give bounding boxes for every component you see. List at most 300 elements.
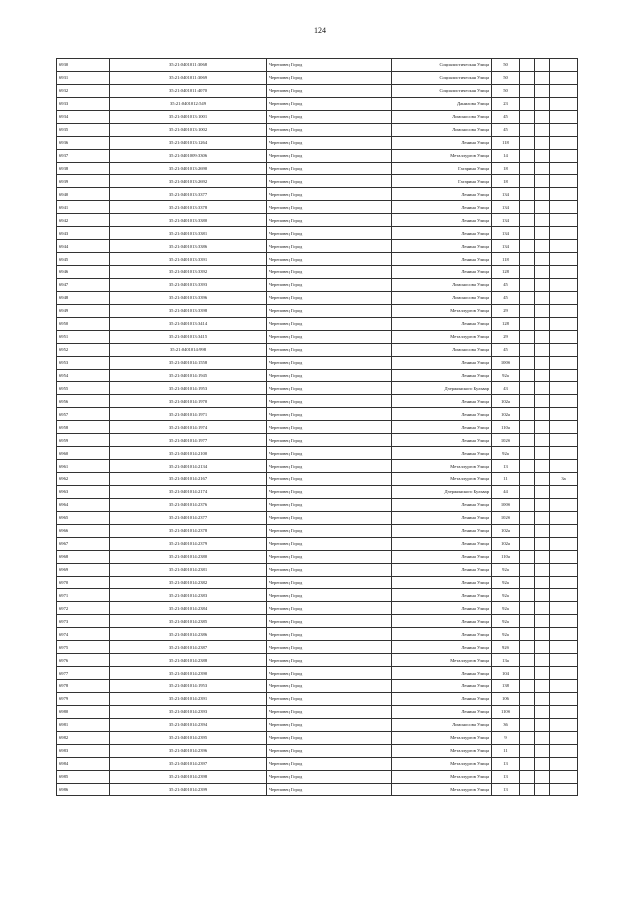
empty-cell	[535, 537, 550, 550]
empty-cell	[520, 149, 535, 162]
empty-cell	[520, 59, 535, 72]
table-row	[57, 175, 578, 188]
row-number-cell: 6982	[57, 731, 110, 744]
empty-cell	[535, 278, 550, 291]
flat-number-cell	[550, 304, 578, 317]
empty-cell	[535, 744, 550, 757]
cadastral-number-cell: 35:21:0401013:3377	[110, 188, 267, 201]
empty-cell	[520, 718, 535, 731]
street-cell: Ленина Улица	[392, 615, 492, 628]
house-number-cell: 138	[492, 680, 520, 693]
city-cell: Череповец Город	[267, 692, 392, 705]
empty-cell	[520, 654, 535, 667]
empty-cell	[520, 201, 535, 214]
empty-cell	[535, 201, 550, 214]
house-number-cell: 11	[492, 473, 520, 486]
empty-cell	[535, 589, 550, 602]
table-row	[57, 563, 578, 576]
table-row	[57, 253, 578, 266]
house-number-cell: 18	[492, 162, 520, 175]
street-cell: Ленина Улица	[392, 136, 492, 149]
empty-cell	[520, 524, 535, 537]
street-cell: Ленина Улица	[392, 447, 492, 460]
house-number-cell: 118	[492, 253, 520, 266]
cadastral-number-cell: 35:21:0401013:3393	[110, 278, 267, 291]
city-cell: Череповец Город	[267, 356, 392, 369]
row-number-cell: 6938	[57, 162, 110, 175]
flat-number-cell	[550, 770, 578, 783]
flat-number-cell	[550, 524, 578, 537]
table-row	[57, 770, 578, 783]
house-number-cell: 134	[492, 214, 520, 227]
flat-number-cell	[550, 434, 578, 447]
house-number-cell: 102а	[492, 408, 520, 421]
cadastral-number-cell: 35:21:0401013:3381	[110, 227, 267, 240]
house-number-cell: 13	[492, 783, 520, 796]
row-number-cell: 6966	[57, 524, 110, 537]
empty-cell	[520, 744, 535, 757]
street-cell: Ленина Улица	[392, 576, 492, 589]
empty-cell	[520, 304, 535, 317]
city-cell: Череповец Город	[267, 589, 392, 602]
house-number-cell: 43	[492, 382, 520, 395]
table-row	[57, 576, 578, 589]
flat-number-cell	[550, 563, 578, 576]
flat-number-cell	[550, 757, 578, 770]
street-cell: Ленина Улица	[392, 641, 492, 654]
empty-cell	[520, 408, 535, 421]
street-cell: Ленина Улица	[392, 253, 492, 266]
table-row	[57, 59, 578, 72]
cadastral-number-cell: 35:21:0401013:3396	[110, 291, 267, 304]
cadastral-number-cell: 35:21:0401013:3414	[110, 317, 267, 330]
row-number-cell: 6943	[57, 227, 110, 240]
house-number-cell: 102а	[492, 537, 520, 550]
empty-cell	[520, 175, 535, 188]
city-cell: Череповец Город	[267, 59, 392, 72]
empty-cell	[535, 253, 550, 266]
city-cell: Череповец Город	[267, 576, 392, 589]
street-cell: Ленина Улица	[392, 537, 492, 550]
cadastral-number-cell: 35:21:0401014:2398	[110, 770, 267, 783]
street-cell: Ленина Улица	[392, 214, 492, 227]
street-cell: Ленина Улица	[392, 550, 492, 563]
cadastral-number-cell: 35:21:0401014:2388	[110, 654, 267, 667]
flat-number-cell	[550, 84, 578, 97]
city-cell: Череповец Город	[267, 680, 392, 693]
table-row	[57, 744, 578, 757]
city-cell: Череповец Город	[267, 524, 392, 537]
cadastral-number-cell: 35:21:0401014:2385	[110, 615, 267, 628]
street-cell: Металлургов Улица	[392, 770, 492, 783]
row-number-cell: 6970	[57, 576, 110, 589]
city-cell: Череповец Город	[267, 136, 392, 149]
row-number-cell: 6953	[57, 356, 110, 369]
row-number-cell: 6975	[57, 641, 110, 654]
cadastral-number-cell: 35:21:0401014:2174	[110, 485, 267, 498]
empty-cell	[535, 628, 550, 641]
flat-number-cell	[550, 731, 578, 744]
street-cell: Дзержинского Бульвар	[392, 382, 492, 395]
flat-number-cell	[550, 447, 578, 460]
table-row	[57, 731, 578, 744]
house-number-cell: 9	[492, 731, 520, 744]
house-number-cell: 92а	[492, 563, 520, 576]
empty-cell	[520, 757, 535, 770]
city-cell: Череповец Город	[267, 266, 392, 279]
table-row	[57, 641, 578, 654]
street-cell: Металлургов Улица	[392, 330, 492, 343]
cadastral-number-cell: 35:21:0401014:2390	[110, 667, 267, 680]
house-number-cell: 134	[492, 240, 520, 253]
city-cell: Череповец Город	[267, 641, 392, 654]
city-cell: Череповец Город	[267, 447, 392, 460]
city-cell: Череповец Город	[267, 485, 392, 498]
empty-cell	[535, 123, 550, 136]
row-number-cell: 6969	[57, 563, 110, 576]
row-number-cell: 6967	[57, 537, 110, 550]
table-row	[57, 524, 578, 537]
flat-number-cell	[550, 136, 578, 149]
street-cell: Ленина Улица	[392, 201, 492, 214]
empty-cell	[520, 770, 535, 783]
empty-cell	[535, 718, 550, 731]
empty-cell	[520, 447, 535, 460]
flat-number-cell	[550, 382, 578, 395]
flat-number-cell	[550, 718, 578, 731]
house-number-cell: 11	[492, 744, 520, 757]
flat-number-cell	[550, 278, 578, 291]
street-cell: Ленина Улица	[392, 589, 492, 602]
house-number-cell: 128	[492, 266, 520, 279]
empty-cell	[535, 188, 550, 201]
empty-cell	[520, 162, 535, 175]
cadastral-number-cell: 35:21:0401014:2381	[110, 563, 267, 576]
empty-cell	[535, 84, 550, 97]
table-row	[57, 498, 578, 511]
street-cell: Ломоносова Улица	[392, 343, 492, 356]
cadastral-number-cell: 35:21:0401014:2393	[110, 705, 267, 718]
flat-number-cell	[550, 317, 578, 330]
row-number-cell: 6968	[57, 550, 110, 563]
house-number-cell: 92а	[492, 602, 520, 615]
city-cell: Череповец Город	[267, 628, 392, 641]
street-cell: Ленина Улица	[392, 667, 492, 680]
row-number-cell: 6952	[57, 343, 110, 356]
flat-number-cell	[550, 615, 578, 628]
row-number-cell: 6945	[57, 253, 110, 266]
city-cell: Череповец Город	[267, 382, 392, 395]
flat-number-cell	[550, 783, 578, 796]
empty-cell	[535, 330, 550, 343]
city-cell: Череповец Город	[267, 240, 392, 253]
house-number-cell: 14	[492, 149, 520, 162]
flat-number-cell	[550, 511, 578, 524]
empty-cell	[535, 511, 550, 524]
cadastral-number-cell: 35:21:0401014:2382	[110, 576, 267, 589]
flat-number-cell	[550, 576, 578, 589]
cadastral-number-cell: 35:21:0401014:2397	[110, 757, 267, 770]
cadastral-number-cell: 35:21:0401013:1001	[110, 110, 267, 123]
row-number-cell: 6957	[57, 408, 110, 421]
empty-cell	[520, 97, 535, 110]
cadastral-number-cell: 35:21:0401014:2386	[110, 628, 267, 641]
street-cell: Металлургов Улица	[392, 731, 492, 744]
cadastral-number-cell: 35:21:0401011:4070	[110, 84, 267, 97]
empty-cell	[520, 317, 535, 330]
street-cell: Металлургов Улица	[392, 783, 492, 796]
flat-number-cell	[550, 110, 578, 123]
empty-cell	[520, 641, 535, 654]
empty-cell	[520, 473, 535, 486]
flat-number-cell	[550, 123, 578, 136]
row-number-cell: 6950	[57, 317, 110, 330]
empty-cell	[520, 615, 535, 628]
empty-cell	[535, 783, 550, 796]
table-row	[57, 447, 578, 460]
city-cell: Череповец Город	[267, 460, 392, 473]
empty-cell	[520, 382, 535, 395]
row-number-cell: 6956	[57, 395, 110, 408]
cadastral-number-cell: 35:21:0401014:1953	[110, 680, 267, 693]
street-cell: Ломоносова Улица	[392, 110, 492, 123]
flat-number-cell	[550, 356, 578, 369]
empty-cell	[520, 253, 535, 266]
city-cell: Череповец Город	[267, 343, 392, 356]
cadastral-number-cell: 35:21:0401014:2379	[110, 537, 267, 550]
cadastral-number-cell: 35:21:0401013:3392	[110, 266, 267, 279]
empty-cell	[535, 304, 550, 317]
row-number-cell: 6930	[57, 59, 110, 72]
empty-cell	[535, 602, 550, 615]
empty-cell	[520, 123, 535, 136]
house-number-cell: 118	[492, 136, 520, 149]
row-number-cell: 6946	[57, 266, 110, 279]
row-number-cell: 6937	[57, 149, 110, 162]
table-row	[57, 369, 578, 382]
table-row	[57, 84, 578, 97]
street-cell: Металлургов Улица	[392, 654, 492, 667]
house-number-cell: 45	[492, 123, 520, 136]
row-number-cell: 6973	[57, 615, 110, 628]
empty-cell	[520, 343, 535, 356]
flat-number-cell	[550, 330, 578, 343]
table-row	[57, 511, 578, 524]
street-cell: Ленина Улица	[392, 408, 492, 421]
table-row	[57, 278, 578, 291]
flat-number-cell	[550, 485, 578, 498]
street-cell: Ленина Улица	[392, 511, 492, 524]
empty-cell	[535, 369, 550, 382]
house-number-cell: 92а	[492, 615, 520, 628]
city-cell: Череповец Город	[267, 718, 392, 731]
empty-cell	[520, 214, 535, 227]
street-cell: Гагарина Улица	[392, 175, 492, 188]
row-number-cell: 6951	[57, 330, 110, 343]
empty-cell	[520, 395, 535, 408]
cadastral-number-cell: 35:21:0401014:2391	[110, 692, 267, 705]
cadastral-number-cell: 35:21:0401014:2380	[110, 550, 267, 563]
city-cell: Череповец Город	[267, 705, 392, 718]
row-number-cell: 6954	[57, 369, 110, 382]
street-cell: Ленина Улица	[392, 524, 492, 537]
page-number: 124	[314, 26, 326, 35]
cadastral-number-cell: 35:21:0401013:2692	[110, 175, 267, 188]
city-cell: Череповец Город	[267, 770, 392, 783]
empty-cell	[535, 485, 550, 498]
empty-cell	[520, 628, 535, 641]
empty-cell	[535, 524, 550, 537]
street-cell: Ленина Улица	[392, 240, 492, 253]
city-cell: Череповец Город	[267, 149, 392, 162]
row-number-cell: 6940	[57, 188, 110, 201]
flat-number-cell	[550, 602, 578, 615]
house-number-cell: 92а	[492, 447, 520, 460]
row-number-cell: 6964	[57, 498, 110, 511]
table-row	[57, 188, 578, 201]
cadastral-number-cell: 35:21:0401014:2100	[110, 447, 267, 460]
empty-cell	[535, 291, 550, 304]
empty-cell	[535, 576, 550, 589]
city-cell: Череповец Город	[267, 330, 392, 343]
house-number-cell: 45	[492, 291, 520, 304]
street-cell: Социалистическая Улица	[392, 71, 492, 84]
cadastral-number-cell: 35:21:0401014:2399	[110, 783, 267, 796]
empty-cell	[535, 162, 550, 175]
table-row	[57, 667, 578, 680]
empty-cell	[520, 705, 535, 718]
table-row	[57, 317, 578, 330]
city-cell: Череповец Город	[267, 550, 392, 563]
table-row	[57, 460, 578, 473]
empty-cell	[535, 343, 550, 356]
street-cell: Социалистическая Улица	[392, 84, 492, 97]
cadastral-number-cell: 35:21:0401011:3068	[110, 59, 267, 72]
row-number-cell: 6978	[57, 680, 110, 693]
house-number-cell: 110б	[492, 705, 520, 718]
city-cell: Череповец Город	[267, 757, 392, 770]
empty-cell	[520, 485, 535, 498]
house-number-cell: 36	[492, 718, 520, 731]
house-number-cell: 92а	[492, 589, 520, 602]
empty-cell	[520, 266, 535, 279]
house-number-cell: 92а	[492, 628, 520, 641]
empty-cell	[520, 291, 535, 304]
house-number-cell: 92а	[492, 576, 520, 589]
house-number-cell: 102а	[492, 395, 520, 408]
flat-number-cell	[550, 201, 578, 214]
empty-cell	[520, 278, 535, 291]
empty-cell	[520, 84, 535, 97]
row-number-cell: 6974	[57, 628, 110, 641]
table-row	[57, 654, 578, 667]
city-cell: Череповец Город	[267, 434, 392, 447]
city-cell: Череповец Город	[267, 615, 392, 628]
house-number-cell: 92б	[492, 641, 520, 654]
street-cell: Металлургов Улица	[392, 460, 492, 473]
cadastral-number-cell: 35:21:0401013:3398	[110, 304, 267, 317]
empty-cell	[535, 317, 550, 330]
table-row	[57, 718, 578, 731]
street-cell: Металлургов Улица	[392, 149, 492, 162]
empty-cell	[535, 97, 550, 110]
table-row	[57, 162, 578, 175]
cadastral-number-cell: 35:21:0401014:1970	[110, 395, 267, 408]
row-number-cell: 6941	[57, 201, 110, 214]
street-cell: Ленина Улица	[392, 498, 492, 511]
city-cell: Череповец Город	[267, 744, 392, 757]
table-row	[57, 602, 578, 615]
empty-cell	[535, 240, 550, 253]
row-number-cell: 6959	[57, 434, 110, 447]
empty-cell	[535, 214, 550, 227]
flat-number-cell	[550, 705, 578, 718]
table-row	[57, 485, 578, 498]
flat-number-cell	[550, 395, 578, 408]
house-number-cell: 13а	[492, 654, 520, 667]
empty-cell	[535, 110, 550, 123]
empty-cell	[535, 692, 550, 705]
flat-number-cell	[550, 589, 578, 602]
row-number-cell: 6983	[57, 744, 110, 757]
empty-cell	[520, 550, 535, 563]
row-number-cell: 6977	[57, 667, 110, 680]
empty-cell	[535, 641, 550, 654]
house-number-cell: 29	[492, 330, 520, 343]
table-row	[57, 615, 578, 628]
city-cell: Череповец Город	[267, 395, 392, 408]
table-row	[57, 123, 578, 136]
cadastral-number-cell: 35:21:0401011:3069	[110, 71, 267, 84]
city-cell: Череповец Город	[267, 304, 392, 317]
city-cell: Череповец Город	[267, 654, 392, 667]
table-row	[57, 473, 578, 486]
row-number-cell: 6948	[57, 291, 110, 304]
street-cell: Ленина Улица	[392, 434, 492, 447]
street-cell: Металлургов Улица	[392, 744, 492, 757]
street-cell: Ломоносова Улица	[392, 291, 492, 304]
table-row	[57, 395, 578, 408]
cadastral-number-cell: 35:21:0401014:2377	[110, 511, 267, 524]
empty-cell	[520, 227, 535, 240]
flat-number-cell	[550, 343, 578, 356]
table-row	[57, 201, 578, 214]
city-cell: Череповец Город	[267, 421, 392, 434]
cadastral-number-cell: 35:21:0401013:3391	[110, 253, 267, 266]
cadastral-number-cell: 35:21:0401014:998	[110, 343, 267, 356]
empty-cell	[520, 563, 535, 576]
empty-cell	[535, 654, 550, 667]
row-number-cell: 6986	[57, 783, 110, 796]
table-row	[57, 680, 578, 693]
city-cell: Череповец Город	[267, 511, 392, 524]
flat-number-cell	[550, 460, 578, 473]
empty-cell	[520, 731, 535, 744]
flat-number-cell	[550, 369, 578, 382]
row-number-cell: 6979	[57, 692, 110, 705]
row-number-cell: 6984	[57, 757, 110, 770]
flat-number-cell	[550, 266, 578, 279]
table-row	[57, 408, 578, 421]
row-number-cell: 6944	[57, 240, 110, 253]
table-row	[57, 382, 578, 395]
flat-number-cell	[550, 188, 578, 201]
city-cell: Череповец Город	[267, 175, 392, 188]
house-number-cell: 100б	[492, 498, 520, 511]
table-row	[57, 757, 578, 770]
flat-number-cell	[550, 744, 578, 757]
empty-cell	[520, 110, 535, 123]
